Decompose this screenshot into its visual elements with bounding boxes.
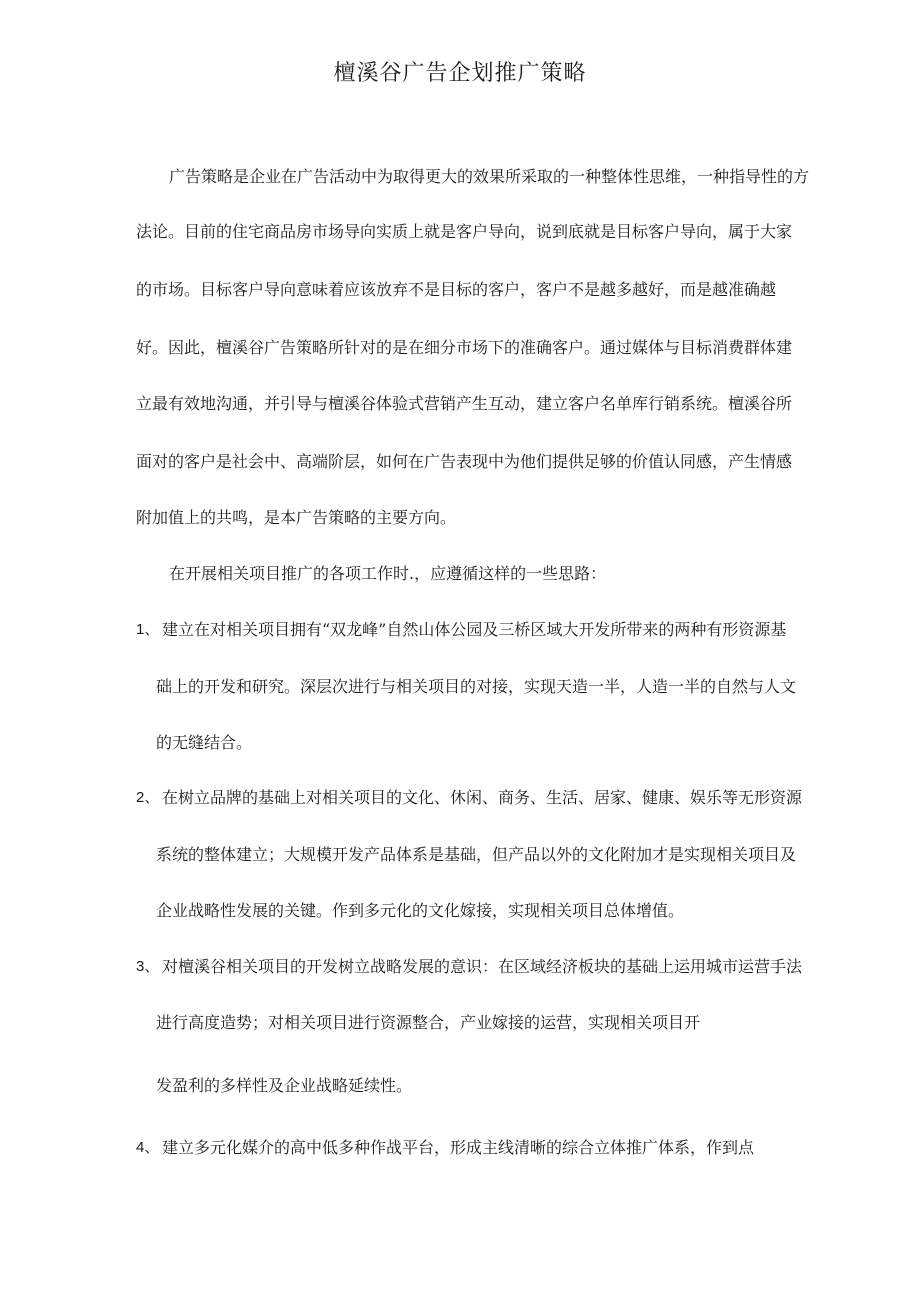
lead-line: 在开展相关项目推广的各项工作时.，应遵循这样的一些思路： (169, 564, 607, 583)
item-3-line-1: 对檀溪谷相关项目的开发树立战略发展的意识：在区域经济板块的基础上运用城市运营手法 (162, 957, 803, 976)
intro-line-7: 附加值上的共鸣，是本广告策略的主要方向。 (136, 508, 457, 527)
item-4-number: 4、 (136, 1139, 160, 1156)
intro-line-4: 好。因此，檀溪谷广告策略所针对的是在细分市场下的准确客户。通过媒体与目标消费群体建 (136, 338, 793, 357)
item-3-line-3: 发盈利的多样性及企业战略延续性。 (156, 1076, 413, 1095)
intro-line-2: 法论。目前的住宅商品房市场导向实质上就是客户导向，说到底就是目标客户导向，属于大家 (136, 222, 793, 241)
item-3-line-2: 进行高度造势；对相关项目进行资源整合，产业嫁接的运营，实现相关项目开 (156, 1013, 701, 1032)
item-4-line-1: 建立多元化媒介的高中低多种作战平台，形成主线清晰的综合立体推广体系，作到点 (162, 1138, 755, 1157)
item-1-line-1: 建立在对相关项目拥有“双龙峰”自然山体公园及三桥区域大开发所带来的两种有形资源基 (162, 620, 787, 639)
item-2-number: 2、 (136, 789, 160, 806)
intro-line-1: 广告策略是企业在广告活动中为取得更大的效果所采取的一种整体性思维，一种指导性的方 (169, 167, 810, 186)
item-2-line-1: 在树立品牌的基础上对相关项目的文化、休闲、商务、生活、居家、健康、娱乐等无形资源 (162, 788, 803, 807)
intro-line-6: 面对的客户是社会中、高端阶层，如何在广告表现中为他们提供足够的价值认同感，产生情感 (136, 452, 793, 471)
intro-line-3: 的市场。目标客户导向意味着应该放弃不是目标的客户，客户不是越多越好，而是越准确越 (136, 280, 777, 299)
item-2-line-2: 系统的整体建立；大规模开发产品体系是基础，但产品以外的文化附加才是实现相关项目及 (156, 845, 797, 864)
item-2-line-3: 企业战略性发展的关键。作到多元化的文化嫁接，实现相关项目总体增值。 (156, 901, 685, 920)
item-3-number: 3、 (136, 958, 160, 975)
item-1-line-3: 的无缝结合。 (156, 733, 253, 752)
intro-line-5: 立最有效地沟通，并引导与檀溪谷体验式营销产生互动，建立客户名单库行销系统。檀溪谷所 (136, 394, 793, 413)
item-1-number: 1、 (136, 621, 160, 638)
item-1-line-2: 础上的开发和研究。深层次进行与相关项目的对接，实现天造一半，人造一半的自然与人文 (156, 677, 797, 696)
page-title: 檀溪谷广告企划推广策略 (333, 61, 587, 86)
